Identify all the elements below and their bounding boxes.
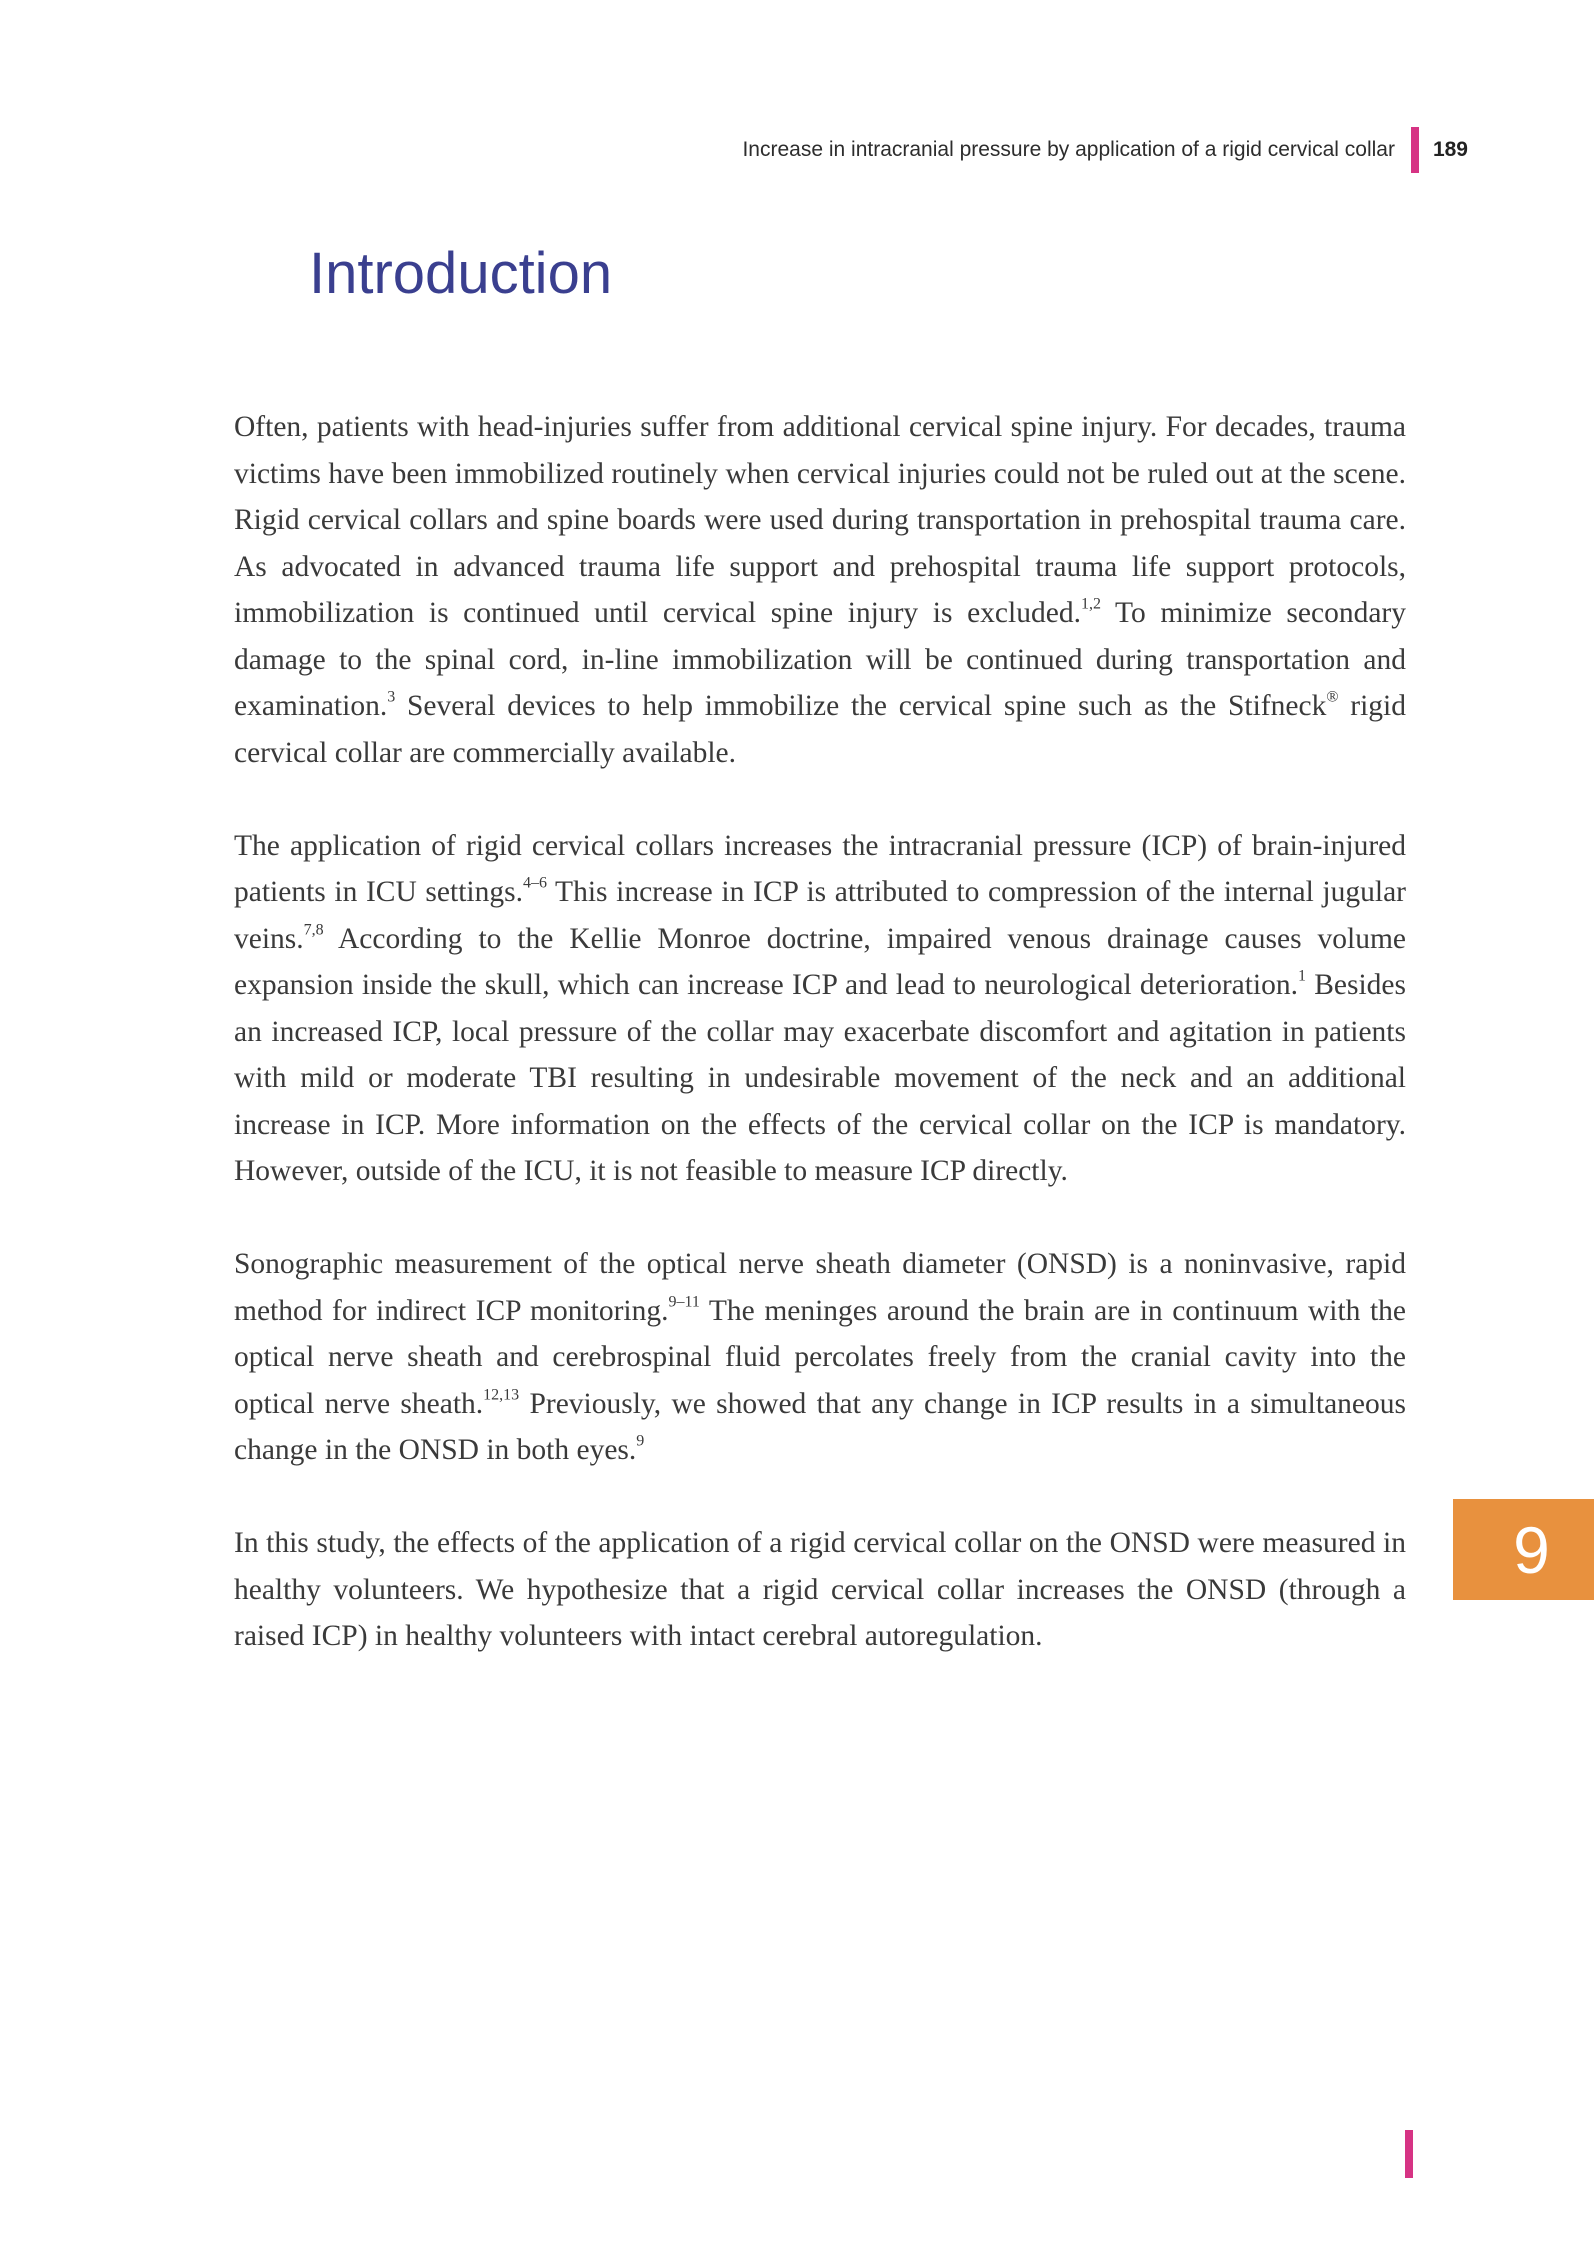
citation-superscript: ® bbox=[1326, 688, 1339, 706]
citation-superscript: 12,13 bbox=[483, 1385, 520, 1403]
body-text bbox=[234, 404, 1406, 1706]
paragraph-text: In this study, the effects of the application of a rigid cervical collar on the ONSD were measured in healthy volunteers. We hypothesize that a rigid cervical collar increases the ONSD (through a raised ICP) in healthy volunteers with intact cerebral autoregulation. bbox=[234, 1527, 1406, 1652]
paragraph bbox=[234, 823, 1406, 1195]
paragraph bbox=[234, 404, 1406, 776]
paragraph-text: Besides an increased ICP, local pressure of the collar may exacerbate discomfort and agitation in patients with mild or moderate TBI resulting in undesirable movement of the neck and an additional increase in ICP. More information on the effects of the cervical collar on the ICP is mandatory. However, outside of the ICU, it is not feasible to measure ICP directly. bbox=[234, 969, 1406, 1187]
chapter-tab: 9 bbox=[1453, 1499, 1594, 1600]
page-number: 189 bbox=[1432, 138, 1468, 161]
running-header bbox=[742, 130, 1468, 170]
citation-superscript: 9–11 bbox=[668, 1292, 700, 1310]
citation-superscript: 3 bbox=[387, 688, 396, 706]
paragraph-text: The meninges around the brain are in continuum with the optical nerve sheath and cerebrospinal fluid percolates freely from the cranial cavity into the optical nerve sheath. bbox=[234, 1294, 1406, 1420]
paragraph-text: Several devices to help immobilize the cervical spine such as the Stifneck bbox=[395, 690, 1327, 722]
citation-superscript: 9 bbox=[636, 1432, 645, 1450]
citation-superscript: 4–6 bbox=[522, 874, 547, 892]
paragraph-text: Previously, we showed that any change in ICP results in a simultaneous change in the ONSD in both eyes. bbox=[234, 1387, 1406, 1466]
citation-superscript: 7,8 bbox=[303, 920, 324, 938]
paragraph-text: This increase in ICP is attributed to compression of the internal jugular veins. bbox=[234, 876, 1406, 955]
header-accent-bar bbox=[1411, 127, 1419, 173]
paragraph-text: rigid cervical collar are commercially available. bbox=[234, 690, 1406, 769]
citation-superscript: 1 bbox=[1298, 967, 1307, 985]
paragraph-text: Sonographic measurement of the optical nerve sheath diameter (ONSD) is a noninvasive, rapid method for indirect ICP monitoring. bbox=[234, 1248, 1406, 1327]
paragraph bbox=[234, 1520, 1406, 1660]
paragraph-text: According to the Kellie Monroe doctrine, impaired venous drainage causes volume expansion inside the skull, which can increase ICP and lead to neurological deterioration. bbox=[234, 922, 1406, 1001]
paragraph-text: The application of rigid cervical collars increases the intracranial pressure (ICP) of brain-injured patients in ICU settings. bbox=[234, 829, 1406, 908]
paragraph-text: To minimize secondary damage to the spinal cord, in-line immobilization will be continued during transportation and examination. bbox=[234, 597, 1407, 722]
paragraph-text: Often, patients with head-injuries suffer from additional cervical spine injury. For decades, trauma victims have been immobilized routinely when cervical injuries could not be ruled out at the scene. Rigid cervical collars and spine boards were used during transportation in prehospital trauma care. As advocated in advanced trauma life support and prehospital trauma life support protocols, immobilization is continued until cervical spine injury is excluded. bbox=[234, 411, 1406, 629]
paragraph bbox=[234, 1241, 1406, 1474]
section-heading: Introduction bbox=[309, 241, 613, 306]
footer-accent-bar bbox=[1405, 2130, 1413, 2178]
citation-superscript: 1,2 bbox=[1080, 595, 1101, 613]
running-title: Increase in intracranial pressure by application of a rigid cervical collar bbox=[742, 138, 1395, 161]
